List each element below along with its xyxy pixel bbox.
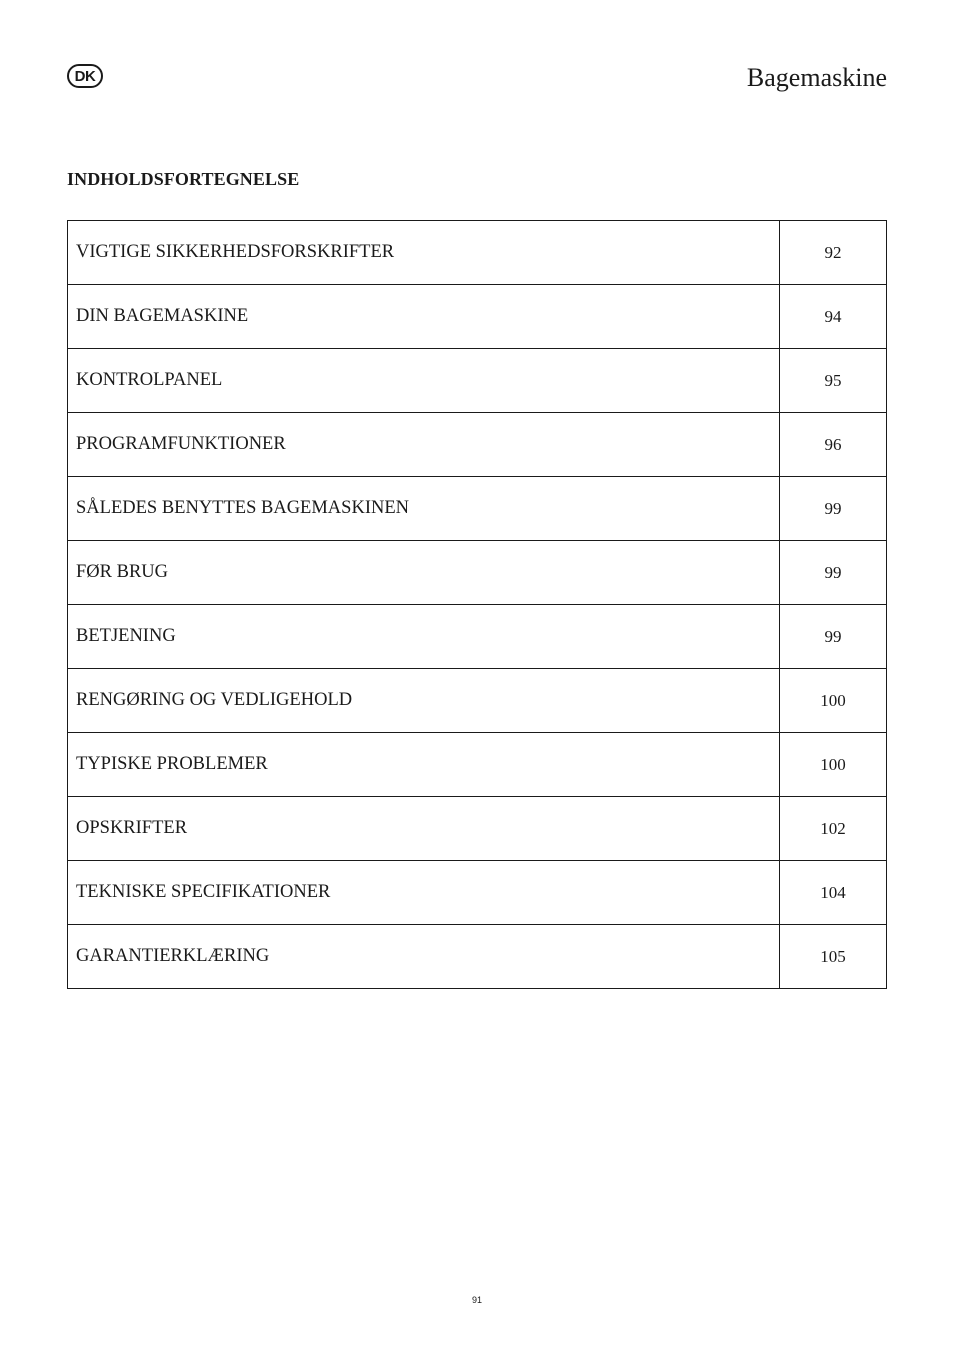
language-badge: DK [67, 64, 103, 88]
toc-entry-label: SÅLEDES BENYTTES BAGEMASKINEN [68, 477, 780, 541]
toc-entry-label: KONTROLPANEL [68, 349, 780, 413]
toc-entry-label: TYPISKE PROBLEMER [68, 733, 780, 797]
toc-row [68, 541, 887, 605]
toc-row [68, 285, 887, 349]
toc-entry-page: 99 [780, 477, 887, 541]
toc-row [68, 925, 887, 989]
toc-entry-page: 92 [780, 221, 887, 285]
toc-entry-page: 105 [780, 925, 887, 989]
toc-entry-page: 99 [780, 605, 887, 669]
toc-entry-page: 100 [780, 669, 887, 733]
toc-entry-label: OPSKRIFTER [68, 797, 780, 861]
toc-entry-label: TEKNISKE SPECIFIKATIONER [68, 861, 780, 925]
toc-entry-page: 96 [780, 413, 887, 477]
toc-entry-label: FØR BRUG [68, 541, 780, 605]
toc-entry-page: 95 [780, 349, 887, 413]
toc-entry-label: RENGØRING OG VEDLIGEHOLD [68, 669, 780, 733]
toc-row [68, 733, 887, 797]
toc-row [68, 349, 887, 413]
toc-entry-label: DIN BAGEMASKINE [68, 285, 780, 349]
toc-heading: INDHOLDSFORTEGNELSE [67, 169, 300, 189]
toc-row [68, 221, 887, 285]
document-title: Bagemaskine [746, 63, 887, 92]
toc-entry-label: VIGTIGE SIKKERHEDSFORSKRIFTER [68, 221, 780, 285]
toc-entry-page: 104 [780, 861, 887, 925]
toc-row [68, 797, 887, 861]
toc-entry-page: 99 [780, 541, 887, 605]
toc-entry-label: BETJENING [68, 605, 780, 669]
toc-table [67, 220, 887, 989]
page-number: 91 [471, 1295, 482, 1305]
toc-entry-page: 102 [780, 797, 887, 861]
toc-entry-label: GARANTIERKLÆRING [68, 925, 780, 989]
toc-row [68, 861, 887, 925]
toc-row [68, 669, 887, 733]
toc-row [68, 413, 887, 477]
toc-entry-page: 94 [780, 285, 887, 349]
toc-row [68, 477, 887, 541]
toc-row [68, 605, 887, 669]
toc-entry-label: PROGRAMFUNKTIONER [68, 413, 780, 477]
toc-entry-page: 100 [780, 733, 887, 797]
